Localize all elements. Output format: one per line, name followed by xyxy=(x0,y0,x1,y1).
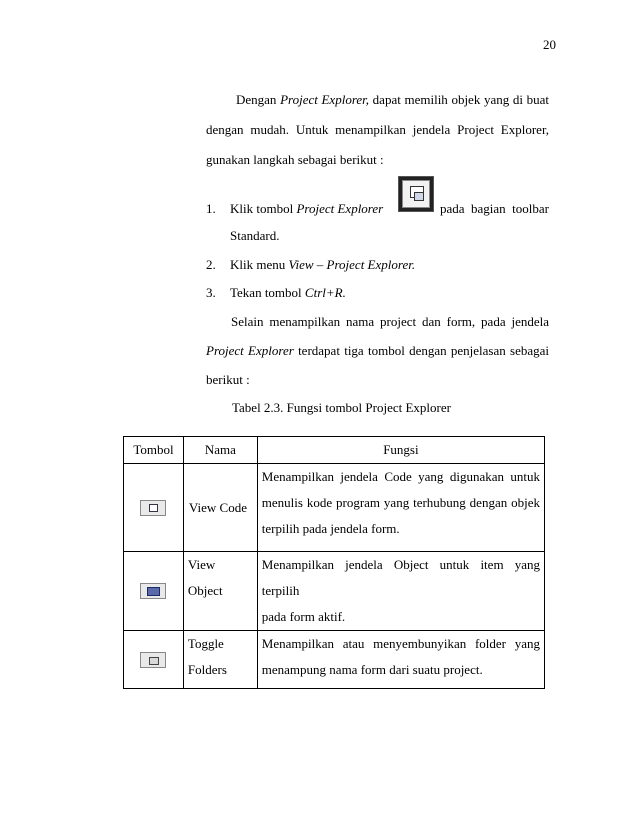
intro-line-3: gunakan langkah sebagai berikut : xyxy=(206,152,384,167)
table-header-row xyxy=(124,437,545,464)
para2-line-1: Selain menampilkan nama project dan form, pada jendela xyxy=(231,314,549,329)
header-fungsi: Fungsi xyxy=(257,437,544,464)
para2-line-3: berikut : xyxy=(206,372,250,387)
step-1-continuation: Standard. xyxy=(230,228,280,243)
row-description: Menampilkan atau menyembunyikan folder yang menampung nama form dari suatu project. xyxy=(257,631,544,689)
table-row xyxy=(124,631,545,689)
project-explorer-icon xyxy=(398,176,434,212)
page-number: 20 xyxy=(543,37,556,52)
step-1-number: 1. xyxy=(206,201,216,216)
view-object-icon xyxy=(140,583,166,599)
header-tombol: Tombol xyxy=(124,437,184,464)
step-3-number: 3. xyxy=(206,285,216,300)
row-description: Menampilkan jendela Code yang digunakan untuk menulis kode program yang terhubung dengan objek terpilih pada jendela form. xyxy=(257,464,544,552)
step-3-text: Tekan tombol Ctrl+R. xyxy=(230,285,346,300)
step-1-tail: pada bagian toolbar xyxy=(440,201,549,216)
row-name: View Code xyxy=(183,464,257,552)
toggle-folders-icon xyxy=(140,652,166,668)
row-description: Menampilkan jendela Object untuk item yang terpilih pada form aktif. xyxy=(257,552,544,631)
row-name: Toggle Folders xyxy=(183,631,257,689)
row-name: View Object xyxy=(183,552,257,631)
table-row xyxy=(124,552,545,631)
step-2-text: Klik menu View – Project Explorer. xyxy=(230,257,416,272)
para2-line-2: Project Explorer terdapat tiga tombol dengan penjelasan sebagai xyxy=(206,343,550,358)
header-nama: Nama xyxy=(183,437,257,464)
intro-line-2: dengan mudah. Untuk menampilkan jendela Project Explorer, xyxy=(206,122,549,137)
step-1-text: Klik tombol Project Explorer xyxy=(230,201,384,216)
table-row xyxy=(124,464,545,552)
step-2-number: 2. xyxy=(206,257,216,272)
function-table xyxy=(123,436,545,689)
intro-line-1: Dengan Project Explorer, dapat memilih objek yang di buat xyxy=(236,92,549,107)
table-caption: Tabel 2.3. Fungsi tombol Project Explorer xyxy=(232,400,451,415)
view-code-icon xyxy=(140,500,166,516)
